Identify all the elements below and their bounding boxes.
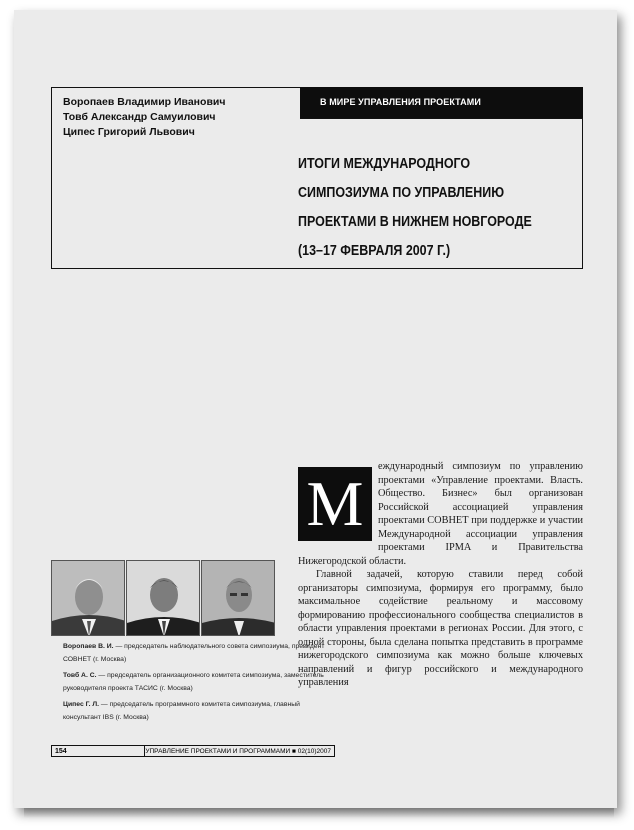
caption: Воропаев В. И. — председатель наблюдательного совета симпозиума, президент СОВНЕТ (г. Москва) bbox=[63, 643, 325, 663]
author-list bbox=[63, 95, 225, 140]
rubric-divider bbox=[300, 118, 582, 119]
author-photo-tsipes bbox=[201, 560, 275, 636]
title-line: СИМПОЗИУМА ПО УПРАВЛЕНИЮ bbox=[298, 185, 505, 201]
author-name: Ципес Григорий Львович bbox=[63, 126, 195, 138]
photo-captions bbox=[63, 640, 335, 727]
title-line: (13–17 ФЕВРАЛЯ 2007 Г.) bbox=[298, 243, 451, 259]
caption: Ципес Г. Л. — председатель программного комитета симпозиума, главный консультант IBS (г. Москва) bbox=[63, 701, 300, 721]
author-photo-voropaev bbox=[51, 560, 125, 636]
author-name: Воропаев Владимир Иванович bbox=[63, 96, 226, 108]
article-title bbox=[298, 150, 539, 266]
body-paragraph: еждународный симпозиум по управлению проектами «Управление проектами. Власть. Общество. Бизнес» был организован Российской ассоциацией управления проектами СОВНЕТ при поддержке и участии Международной ассоциации управления проектами IPMA и Правительства Нижегородской области. bbox=[298, 461, 583, 567]
author-photo-tovb bbox=[126, 560, 200, 636]
body-paragraph: Главной задачей, которую ставили перед собой организаторы симпозиума, формируя его программу, было максимальное содействие реальному и массовому формированию профессионального сообщества специалистов в области управления проектами в регионах России. Для этого, с одной стороны, была сделана попытка представить в программе нижегородского симпозиума как можно больше ключевых направлений и фигур российского и международного управления bbox=[298, 569, 583, 688]
page-shadow bbox=[24, 808, 614, 818]
caption: Товб А. С. — председатель организационного комитета симпозиума, заместитель руководителя проекта ТАСИС (г. Москва) bbox=[63, 672, 324, 692]
page-number: 154 bbox=[55, 748, 67, 755]
page-footer bbox=[51, 745, 335, 757]
drop-cap: М bbox=[298, 467, 372, 541]
title-line: ИТОГИ МЕЖДУНАРОДНОГО bbox=[298, 156, 471, 172]
journal-name: УПРАВЛЕНИЕ ПРОЕКТАМИ И ПРОГРАММАМИ ■ 02(10)2007 bbox=[145, 748, 331, 755]
title-line: ПРОЕКТАМИ В НИЖНЕМ НОВГОРОДЕ bbox=[298, 214, 532, 230]
author-name: Товб Александр Самуилович bbox=[63, 111, 216, 123]
section-rubric: В МИРЕ УПРАВЛЕНИЯ ПРОЕКТАМИ bbox=[300, 87, 583, 118]
